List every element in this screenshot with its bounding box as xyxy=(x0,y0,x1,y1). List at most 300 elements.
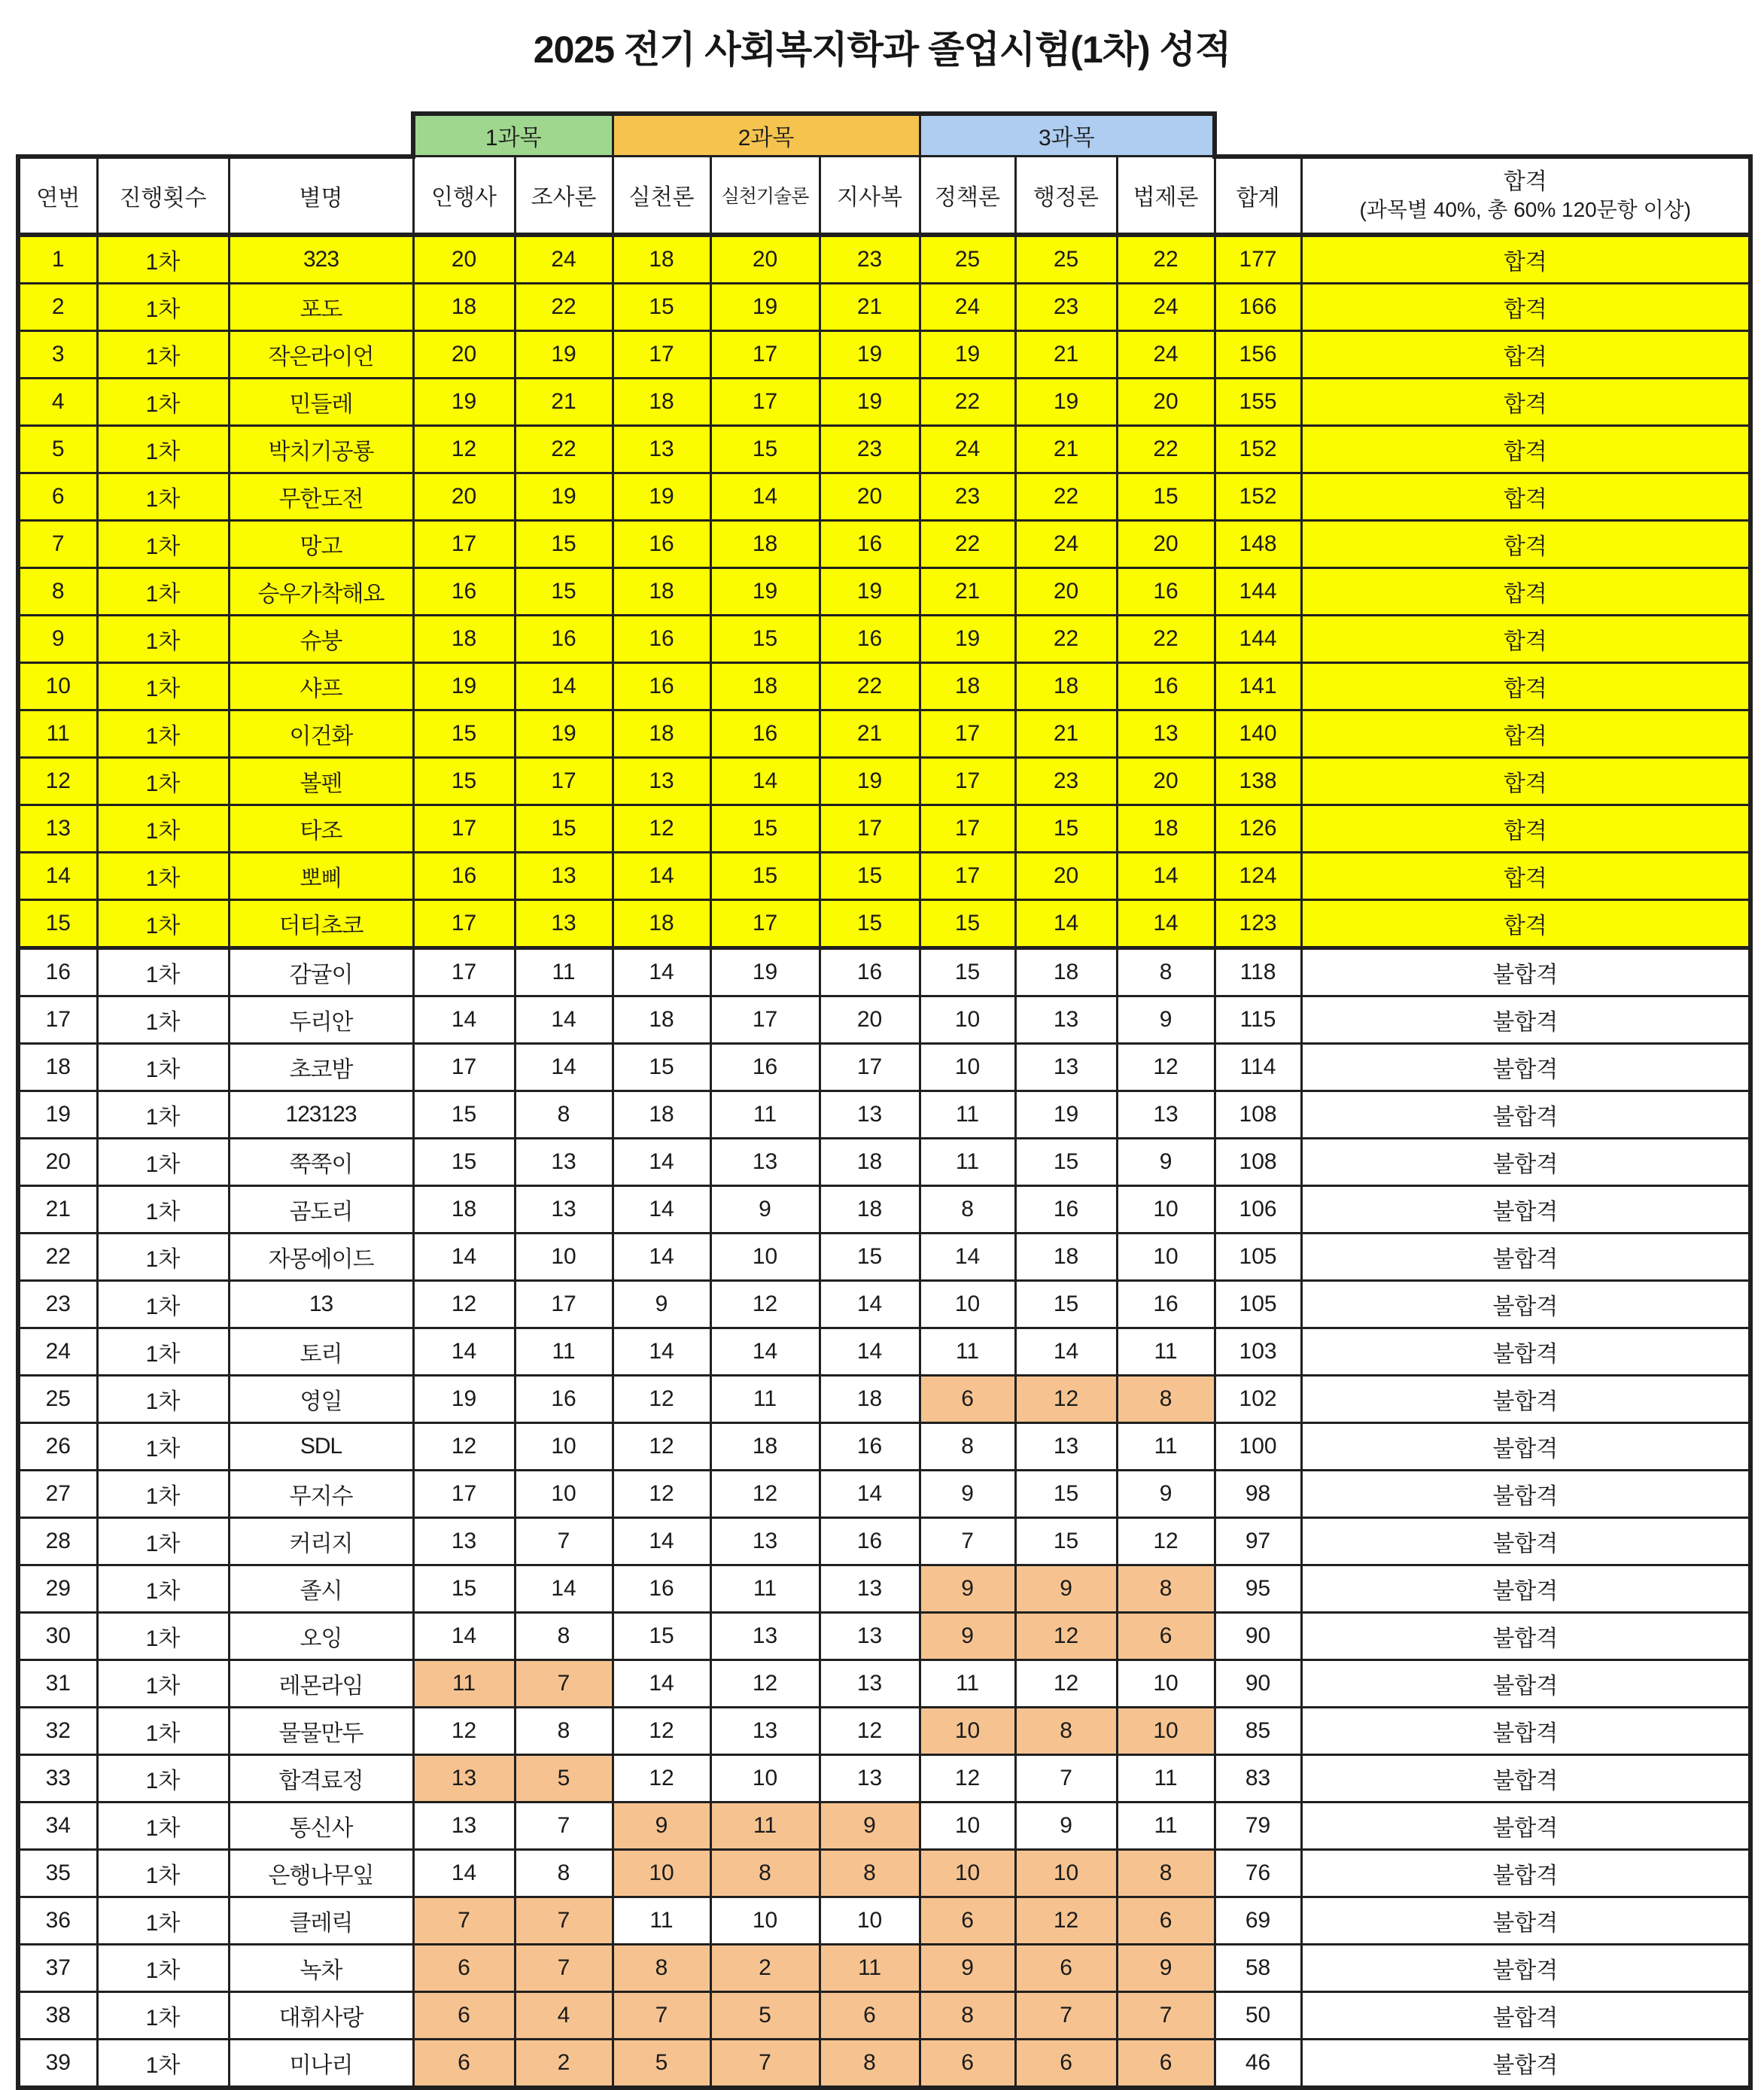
cell-score-지사복: 22 xyxy=(820,662,920,710)
cell-score-정책론: 24 xyxy=(920,283,1015,330)
cell-total: 152 xyxy=(1215,473,1301,520)
table-row xyxy=(18,899,1750,948)
cell-nickname: 영일 xyxy=(229,1375,413,1422)
cell-score-지사복: 18 xyxy=(820,1185,920,1233)
cell-nickname: 초코밤 xyxy=(229,1043,413,1091)
cell-score-조사론: 8 xyxy=(515,1849,613,1897)
cell-round: 1차 xyxy=(97,1849,229,1897)
cell-result: 불합격 xyxy=(1301,1565,1750,1612)
cell-score-실천기술론: 17 xyxy=(710,330,820,378)
cell-score-인행사: 6 xyxy=(413,1991,515,2039)
table-row xyxy=(18,948,1750,996)
cell-score-실천기술론: 19 xyxy=(710,567,820,615)
cell-score-행정론: 18 xyxy=(1015,948,1117,996)
cell-score-인행사: 15 xyxy=(413,757,515,805)
table-row xyxy=(18,1944,1750,1991)
cell-total: 144 xyxy=(1215,567,1301,615)
cell-total: 98 xyxy=(1215,1470,1301,1517)
cell-round: 1차 xyxy=(97,710,229,757)
cell-score-인행사: 18 xyxy=(413,615,515,662)
cell-score-실천론: 16 xyxy=(613,615,710,662)
pass-header-line2: (과목별 40%, 총 60% 120문항 이상) xyxy=(1359,197,1692,221)
cell-score-행정론: 20 xyxy=(1015,567,1117,615)
cell-result: 합격 xyxy=(1301,567,1750,615)
table-row xyxy=(18,1897,1750,1944)
cell-score-인행사: 13 xyxy=(413,1802,515,1849)
cell-score-행정론: 20 xyxy=(1015,852,1117,899)
table-row xyxy=(18,1802,1750,1849)
cell-score-지사복: 20 xyxy=(820,473,920,520)
cell-score-행정론: 15 xyxy=(1015,1280,1117,1328)
cell-score-행정론: 16 xyxy=(1015,1185,1117,1233)
table-row xyxy=(18,1612,1750,1660)
cell-round: 1차 xyxy=(97,996,229,1043)
cell-score-인행사: 16 xyxy=(413,567,515,615)
cell-nickname: 포도 xyxy=(229,283,413,330)
column-header-2: 진행횟수 xyxy=(97,157,229,235)
cell-score-법제론: 20 xyxy=(1117,520,1215,567)
cell-score-행정론: 21 xyxy=(1015,710,1117,757)
cell-score-인행사: 14 xyxy=(413,1328,515,1375)
cell-score-실천론: 16 xyxy=(613,520,710,567)
cell-nickname: 슈붕 xyxy=(229,615,413,662)
cell-score-지사복: 15 xyxy=(820,1233,920,1280)
table-row xyxy=(18,662,1750,710)
cell-serial-number: 35 xyxy=(18,1849,97,1897)
cell-result: 합격 xyxy=(1301,283,1750,330)
cell-total: 83 xyxy=(1215,1754,1301,1802)
cell-nickname: 작은라이언 xyxy=(229,330,413,378)
cell-score-실천기술론: 15 xyxy=(710,615,820,662)
cell-score-인행사: 11 xyxy=(413,1660,515,1707)
cell-score-행정론: 18 xyxy=(1015,1233,1117,1280)
cell-total: 95 xyxy=(1215,1565,1301,1612)
cell-score-법제론: 12 xyxy=(1117,1043,1215,1091)
cell-score-정책론: 21 xyxy=(920,567,1015,615)
cell-score-조사론: 7 xyxy=(515,1660,613,1707)
cell-score-지사복: 19 xyxy=(820,378,920,425)
cell-score-조사론: 13 xyxy=(515,1138,613,1185)
cell-round: 1차 xyxy=(97,1043,229,1091)
cell-score-실천론: 16 xyxy=(613,662,710,710)
cell-score-실천론: 18 xyxy=(613,1091,710,1138)
cell-score-실천론: 5 xyxy=(613,2039,710,2088)
cell-serial-number: 17 xyxy=(18,996,97,1043)
cell-score-실천기술론: 11 xyxy=(710,1375,820,1422)
cell-nickname: 클레릭 xyxy=(229,1897,413,1944)
cell-score-법제론: 13 xyxy=(1117,710,1215,757)
cell-score-인행사: 14 xyxy=(413,1849,515,1897)
cell-total: 148 xyxy=(1215,520,1301,567)
cell-score-행정론: 12 xyxy=(1015,1660,1117,1707)
table-row xyxy=(18,378,1750,425)
column-header-4: 인행사 xyxy=(413,157,515,235)
cell-serial-number: 30 xyxy=(18,1612,97,1660)
cell-serial-number: 11 xyxy=(18,710,97,757)
cell-score-정책론: 17 xyxy=(920,710,1015,757)
cell-score-실천론: 14 xyxy=(613,1517,710,1565)
cell-score-실천론: 12 xyxy=(613,805,710,852)
cell-result: 합격 xyxy=(1301,899,1750,948)
cell-score-정책론: 9 xyxy=(920,1612,1015,1660)
cell-score-실천론: 12 xyxy=(613,1375,710,1422)
cell-score-인행사: 13 xyxy=(413,1754,515,1802)
cell-serial-number: 15 xyxy=(18,899,97,948)
cell-serial-number: 14 xyxy=(18,852,97,899)
cell-nickname: 통신사 xyxy=(229,1802,413,1849)
cell-serial-number: 28 xyxy=(18,1517,97,1565)
cell-score-인행사: 17 xyxy=(413,520,515,567)
cell-score-법제론: 20 xyxy=(1117,378,1215,425)
cell-score-실천론: 14 xyxy=(613,1660,710,1707)
cell-score-실천론: 13 xyxy=(613,425,710,473)
cell-nickname: 두리안 xyxy=(229,996,413,1043)
cell-score-인행사: 15 xyxy=(413,710,515,757)
cell-score-조사론: 19 xyxy=(515,710,613,757)
cell-result: 불합격 xyxy=(1301,1091,1750,1138)
cell-score-실천기술론: 5 xyxy=(710,1991,820,2039)
cell-score-인행사: 12 xyxy=(413,1707,515,1754)
cell-score-조사론: 19 xyxy=(515,473,613,520)
cell-score-지사복: 15 xyxy=(820,852,920,899)
cell-round: 1차 xyxy=(97,1944,229,1991)
cell-score-정책론: 6 xyxy=(920,1897,1015,1944)
cell-score-실천기술론: 9 xyxy=(710,1185,820,1233)
cell-score-조사론: 14 xyxy=(515,1043,613,1091)
cell-result: 불합격 xyxy=(1301,1517,1750,1565)
cell-score-정책론: 9 xyxy=(920,1470,1015,1517)
cell-round: 1차 xyxy=(97,378,229,425)
table-row xyxy=(18,805,1750,852)
table-row xyxy=(18,235,1750,284)
cell-score-행정론: 19 xyxy=(1015,378,1117,425)
cell-score-법제론: 8 xyxy=(1117,1565,1215,1612)
cell-result: 불합격 xyxy=(1301,1470,1750,1517)
cell-score-행정론: 21 xyxy=(1015,330,1117,378)
cell-score-지사복: 17 xyxy=(820,1043,920,1091)
cell-serial-number: 22 xyxy=(18,1233,97,1280)
cell-total: 177 xyxy=(1215,235,1301,284)
cell-score-정책론: 11 xyxy=(920,1091,1015,1138)
cell-score-지사복: 16 xyxy=(820,1422,920,1470)
cell-score-실천론: 12 xyxy=(613,1754,710,1802)
cell-score-행정론: 15 xyxy=(1015,1470,1117,1517)
cell-score-정책론: 17 xyxy=(920,852,1015,899)
cell-score-인행사: 17 xyxy=(413,1043,515,1091)
cell-nickname: 은행나무잎 xyxy=(229,1849,413,1897)
cell-score-행정론: 6 xyxy=(1015,2039,1117,2088)
table-row xyxy=(18,1470,1750,1517)
cell-total: 115 xyxy=(1215,996,1301,1043)
cell-serial-number: 5 xyxy=(18,425,97,473)
cell-score-지사복: 6 xyxy=(820,1991,920,2039)
cell-score-실천기술론: 15 xyxy=(710,805,820,852)
table-row xyxy=(18,1660,1750,1707)
cell-serial-number: 4 xyxy=(18,378,97,425)
column-header-7: 실천기술론 xyxy=(710,157,820,235)
cell-round: 1차 xyxy=(97,1233,229,1280)
cell-score-실천론: 15 xyxy=(613,1612,710,1660)
cell-total: 155 xyxy=(1215,378,1301,425)
cell-score-인행사: 6 xyxy=(413,1944,515,1991)
cell-score-행정론: 19 xyxy=(1015,1091,1117,1138)
cell-score-조사론: 11 xyxy=(515,1328,613,1375)
cell-result: 불합격 xyxy=(1301,1754,1750,1802)
cell-score-실천론: 14 xyxy=(613,1138,710,1185)
cell-result: 불합격 xyxy=(1301,1280,1750,1328)
cell-score-조사론: 7 xyxy=(515,1517,613,1565)
table-row xyxy=(18,330,1750,378)
cell-round: 1차 xyxy=(97,1138,229,1185)
cell-score-정책론: 6 xyxy=(920,2039,1015,2088)
cell-serial-number: 25 xyxy=(18,1375,97,1422)
column-header-row xyxy=(18,157,1750,235)
cell-score-실천기술론: 14 xyxy=(710,473,820,520)
cell-nickname: 뽀삐 xyxy=(229,852,413,899)
cell-result: 합격 xyxy=(1301,425,1750,473)
cell-score-인행사: 13 xyxy=(413,1517,515,1565)
cell-score-조사론: 13 xyxy=(515,852,613,899)
column-header-3: 별명 xyxy=(229,157,413,235)
cell-serial-number: 38 xyxy=(18,1991,97,2039)
cell-score-조사론: 15 xyxy=(515,567,613,615)
cell-score-법제론: 22 xyxy=(1117,615,1215,662)
cell-score-지사복: 8 xyxy=(820,2039,920,2088)
cell-score-인행사: 15 xyxy=(413,1565,515,1612)
cell-nickname: 망고 xyxy=(229,520,413,567)
cell-score-법제론: 10 xyxy=(1117,1233,1215,1280)
cell-score-실천론: 13 xyxy=(613,757,710,805)
cell-score-정책론: 14 xyxy=(920,1233,1015,1280)
cell-score-실천론: 18 xyxy=(613,235,710,284)
cell-round: 1차 xyxy=(97,1612,229,1660)
cell-score-실천기술론: 12 xyxy=(710,1280,820,1328)
cell-score-조사론: 5 xyxy=(515,1754,613,1802)
cell-result: 합격 xyxy=(1301,662,1750,710)
cell-round: 1차 xyxy=(97,948,229,996)
cell-score-실천기술론: 18 xyxy=(710,662,820,710)
cell-score-정책론: 8 xyxy=(920,1422,1015,1470)
cell-score-인행사: 20 xyxy=(413,235,515,284)
cell-total: 108 xyxy=(1215,1091,1301,1138)
cell-total: 102 xyxy=(1215,1375,1301,1422)
cell-score-조사론: 4 xyxy=(515,1991,613,2039)
cell-result: 불합격 xyxy=(1301,996,1750,1043)
cell-score-행정론: 21 xyxy=(1015,425,1117,473)
table-row xyxy=(18,283,1750,330)
cell-result: 합격 xyxy=(1301,330,1750,378)
cell-score-지사복: 13 xyxy=(820,1612,920,1660)
cell-round: 1차 xyxy=(97,1091,229,1138)
table-row xyxy=(18,1233,1750,1280)
cell-total: 105 xyxy=(1215,1280,1301,1328)
cell-score-인행사: 15 xyxy=(413,1091,515,1138)
cell-score-지사복: 13 xyxy=(820,1754,920,1802)
cell-score-정책론: 15 xyxy=(920,899,1015,948)
table-row xyxy=(18,425,1750,473)
cell-score-법제론: 16 xyxy=(1117,662,1215,710)
cell-serial-number: 10 xyxy=(18,662,97,710)
cell-score-실천론: 18 xyxy=(613,899,710,948)
cell-score-인행사: 14 xyxy=(413,1612,515,1660)
cell-score-법제론: 12 xyxy=(1117,1517,1215,1565)
cell-serial-number: 34 xyxy=(18,1802,97,1849)
column-header-8: 지사복 xyxy=(820,157,920,235)
cell-round: 1차 xyxy=(97,520,229,567)
cell-total: 156 xyxy=(1215,330,1301,378)
cell-score-지사복: 16 xyxy=(820,520,920,567)
cell-score-법제론: 20 xyxy=(1117,757,1215,805)
cell-total: 152 xyxy=(1215,425,1301,473)
table-row xyxy=(18,710,1750,757)
cell-nickname: 무지수 xyxy=(229,1470,413,1517)
cell-nickname: 대휘사랑 xyxy=(229,1991,413,2039)
cell-nickname: 합격료정 xyxy=(229,1754,413,1802)
cell-score-실천기술론: 17 xyxy=(710,378,820,425)
cell-serial-number: 18 xyxy=(18,1043,97,1091)
cell-score-지사복: 15 xyxy=(820,899,920,948)
cell-score-지사복: 13 xyxy=(820,1565,920,1612)
cell-score-인행사: 7 xyxy=(413,1897,515,1944)
cell-total: 123 xyxy=(1215,899,1301,948)
cell-score-조사론: 17 xyxy=(515,757,613,805)
cell-serial-number: 1 xyxy=(18,235,97,284)
cell-score-행정론: 9 xyxy=(1015,1565,1117,1612)
cell-serial-number: 36 xyxy=(18,1897,97,1944)
cell-score-법제론: 6 xyxy=(1117,1612,1215,1660)
cell-score-법제론: 18 xyxy=(1117,805,1215,852)
group-header-subject3: 3과목 xyxy=(920,114,1215,157)
cell-nickname: 곰도리 xyxy=(229,1185,413,1233)
cell-result: 불합격 xyxy=(1301,2039,1750,2088)
cell-score-실천기술론: 13 xyxy=(710,1707,820,1754)
cell-nickname: 13 xyxy=(229,1280,413,1328)
cell-total: 144 xyxy=(1215,615,1301,662)
cell-score-행정론: 15 xyxy=(1015,1138,1117,1185)
column-header-12: 합계 xyxy=(1215,157,1301,235)
cell-score-실천기술론: 10 xyxy=(710,1754,820,1802)
cell-total: 140 xyxy=(1215,710,1301,757)
cell-score-인행사: 12 xyxy=(413,1280,515,1328)
cell-score-지사복: 16 xyxy=(820,615,920,662)
cell-score-실천기술론: 10 xyxy=(710,1233,820,1280)
cell-round: 1차 xyxy=(97,1754,229,1802)
cell-score-정책론: 10 xyxy=(920,1849,1015,1897)
cell-round: 1차 xyxy=(97,1185,229,1233)
cell-score-행정론: 14 xyxy=(1015,1328,1117,1375)
cell-score-실천기술론: 13 xyxy=(710,1612,820,1660)
cell-score-정책론: 18 xyxy=(920,662,1015,710)
cell-total: 108 xyxy=(1215,1138,1301,1185)
cell-serial-number: 2 xyxy=(18,283,97,330)
cell-score-법제론: 7 xyxy=(1117,1991,1215,2039)
cell-serial-number: 21 xyxy=(18,1185,97,1233)
cell-score-행정론: 22 xyxy=(1015,473,1117,520)
cell-score-실천기술론: 13 xyxy=(710,1517,820,1565)
cell-result: 불합격 xyxy=(1301,1375,1750,1422)
table-header xyxy=(18,114,1750,235)
cell-round: 1차 xyxy=(97,425,229,473)
cell-score-정책론: 11 xyxy=(920,1328,1015,1375)
cell-score-인행사: 12 xyxy=(413,1422,515,1470)
table-row xyxy=(18,1328,1750,1375)
cell-serial-number: 12 xyxy=(18,757,97,805)
cell-score-조사론: 19 xyxy=(515,330,613,378)
cell-round: 1차 xyxy=(97,1991,229,2039)
cell-round: 1차 xyxy=(97,615,229,662)
cell-score-법제론: 10 xyxy=(1117,1185,1215,1233)
cell-round: 1차 xyxy=(97,1565,229,1612)
cell-serial-number: 6 xyxy=(18,473,97,520)
cell-serial-number: 16 xyxy=(18,948,97,996)
table-row xyxy=(18,1707,1750,1754)
cell-result: 불합격 xyxy=(1301,1233,1750,1280)
cell-score-행정론: 12 xyxy=(1015,1612,1117,1660)
cell-score-실천론: 14 xyxy=(613,948,710,996)
cell-score-정책론: 12 xyxy=(920,1754,1015,1802)
cell-score-실천론: 12 xyxy=(613,1470,710,1517)
cell-serial-number: 24 xyxy=(18,1328,97,1375)
cell-score-정책론: 8 xyxy=(920,1185,1015,1233)
cell-score-실천기술론: 2 xyxy=(710,1944,820,1991)
cell-total: 97 xyxy=(1215,1517,1301,1565)
cell-nickname: 볼펜 xyxy=(229,757,413,805)
cell-score-실천기술론: 19 xyxy=(710,283,820,330)
cell-score-조사론: 15 xyxy=(515,805,613,852)
cell-result: 합격 xyxy=(1301,235,1750,284)
cell-nickname: 레몬라임 xyxy=(229,1660,413,1707)
cell-score-조사론: 22 xyxy=(515,425,613,473)
cell-score-정책론: 9 xyxy=(920,1565,1015,1612)
cell-score-지사복: 13 xyxy=(820,1660,920,1707)
group-row-right-spacer xyxy=(1215,114,1750,157)
cell-total: 69 xyxy=(1215,1897,1301,1944)
cell-score-인행사: 20 xyxy=(413,473,515,520)
cell-result: 불합격 xyxy=(1301,1660,1750,1707)
cell-score-지사복: 16 xyxy=(820,1517,920,1565)
cell-round: 1차 xyxy=(97,567,229,615)
cell-score-법제론: 22 xyxy=(1117,425,1215,473)
cell-score-실천론: 7 xyxy=(613,1991,710,2039)
cell-score-실천기술론: 11 xyxy=(710,1565,820,1612)
cell-score-실천론: 18 xyxy=(613,710,710,757)
cell-nickname: 323 xyxy=(229,235,413,284)
cell-score-지사복: 9 xyxy=(820,1802,920,1849)
table-row xyxy=(18,1280,1750,1328)
cell-score-인행사: 16 xyxy=(413,852,515,899)
cell-serial-number: 27 xyxy=(18,1470,97,1517)
cell-score-인행사: 19 xyxy=(413,662,515,710)
cell-score-실천기술론: 14 xyxy=(710,1328,820,1375)
column-header-1: 연번 xyxy=(18,157,97,235)
cell-round: 1차 xyxy=(97,1707,229,1754)
cell-serial-number: 9 xyxy=(18,615,97,662)
cell-score-조사론: 16 xyxy=(515,1375,613,1422)
cell-score-행정론: 24 xyxy=(1015,520,1117,567)
cell-round: 1차 xyxy=(97,1802,229,1849)
cell-score-법제론: 13 xyxy=(1117,1091,1215,1138)
cell-serial-number: 13 xyxy=(18,805,97,852)
cell-result: 불합격 xyxy=(1301,948,1750,996)
cell-score-실천기술론: 16 xyxy=(710,710,820,757)
table-row xyxy=(18,473,1750,520)
cell-score-실천기술론: 13 xyxy=(710,1138,820,1185)
table-row xyxy=(18,1043,1750,1091)
cell-result: 불합격 xyxy=(1301,1802,1750,1849)
group-header-subject1: 1과목 xyxy=(413,114,613,157)
cell-total: 46 xyxy=(1215,2039,1301,2088)
cell-score-행정론: 9 xyxy=(1015,1802,1117,1849)
